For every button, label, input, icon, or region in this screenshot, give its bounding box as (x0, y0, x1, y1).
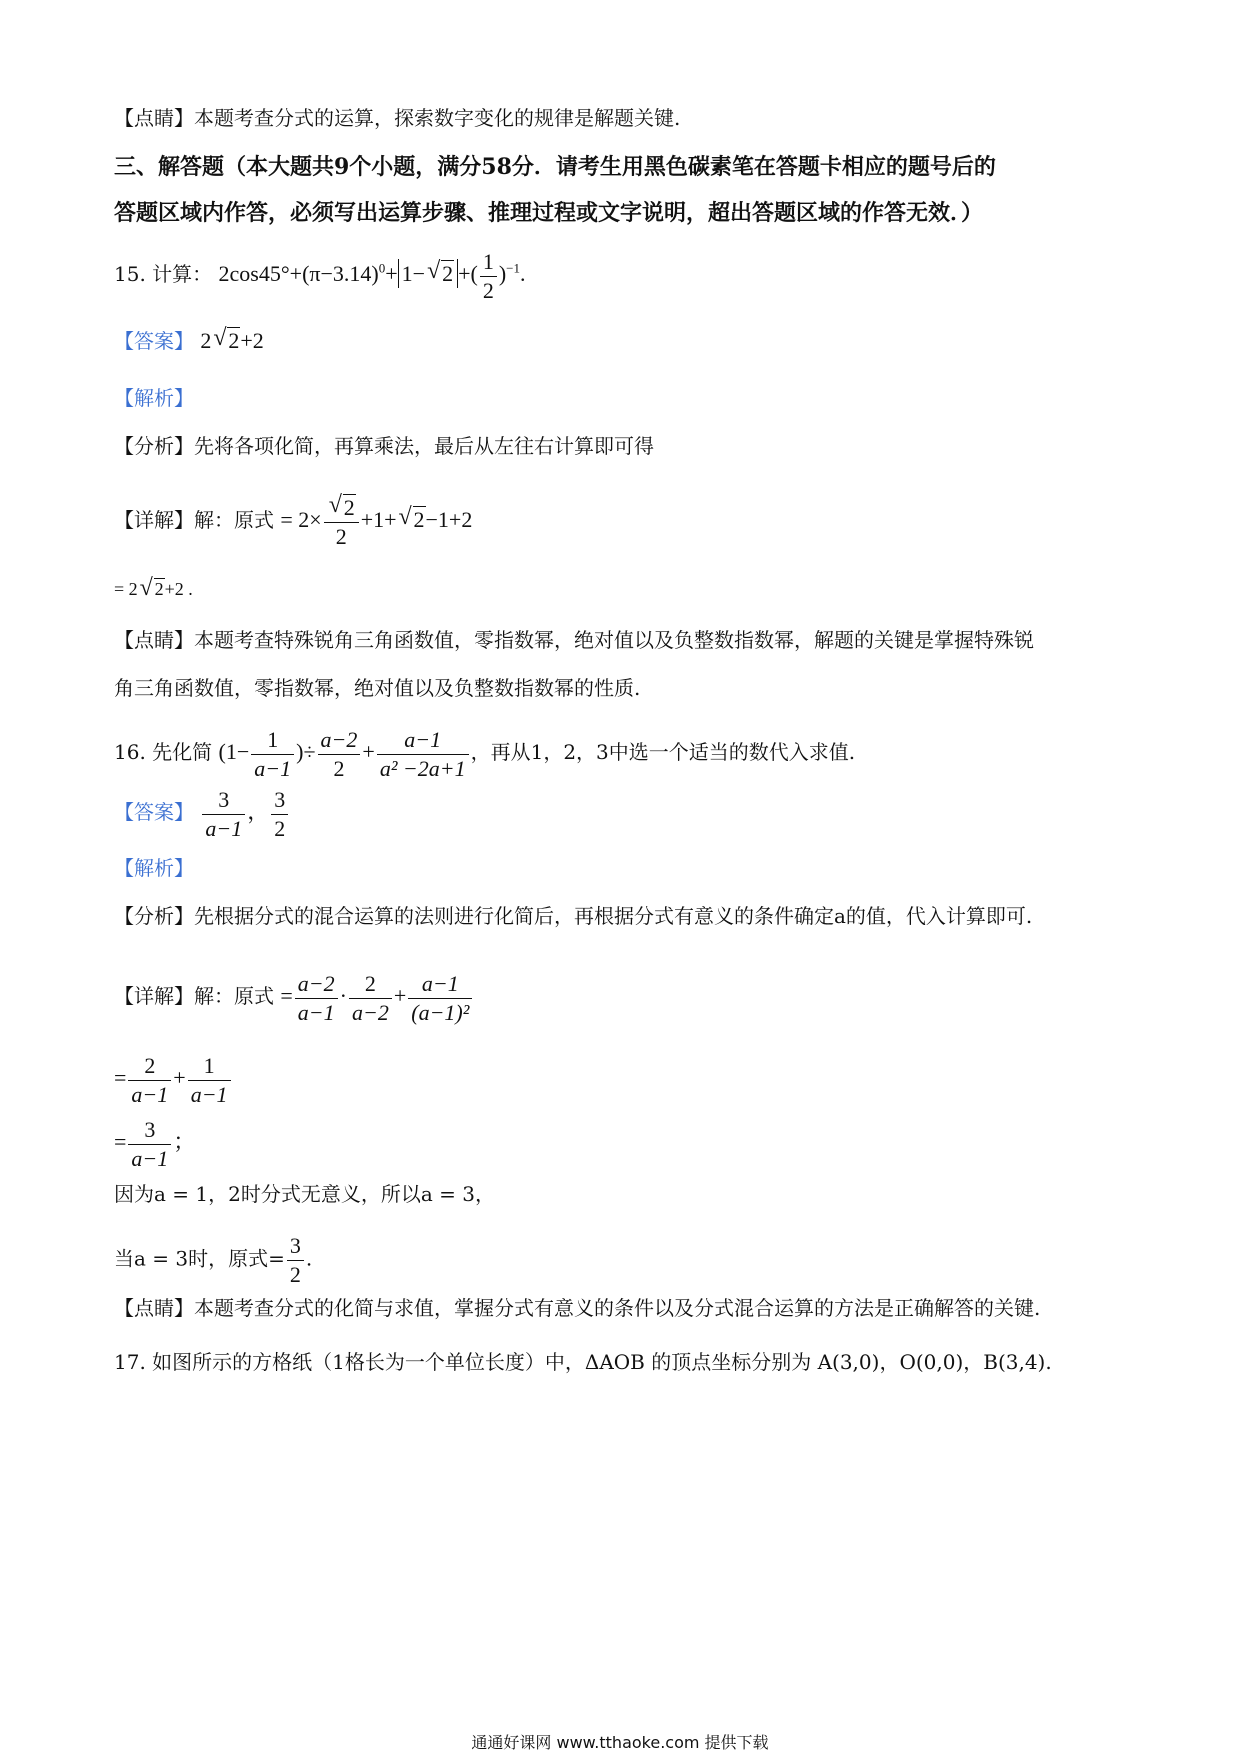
comment-tag: 【点睛】 (114, 106, 194, 130)
denominator: 2 (274, 815, 286, 841)
q16-jiexi-tag: 【解析】 (114, 856, 194, 880)
q15-comment-1 (114, 630, 1034, 650)
sqrt-radicand: 2 (228, 328, 240, 353)
expr-part: + (173, 1065, 186, 1091)
expr-part: . (305, 1246, 313, 1271)
numerator: 2 (128, 1052, 171, 1081)
fraction (188, 1052, 231, 1108)
fraction (271, 786, 288, 842)
answer-tag: 【答案】 (114, 800, 194, 825)
fraction (318, 726, 361, 782)
fraction (349, 970, 392, 1026)
q15-analysis (114, 436, 654, 456)
denominator: a−2 (351, 999, 389, 1025)
expr-part: . (519, 261, 526, 287)
q16-comment (114, 1298, 1040, 1318)
fraction (408, 970, 472, 1026)
detail-prefix: 解：原式 (194, 984, 274, 1009)
expr-part: = (114, 1129, 127, 1155)
sqrt-radicand: 2 (343, 495, 355, 520)
q16-because: 因为a = 1，2时分式无意义，所以a = 3， (114, 1182, 495, 1206)
numerator: 3 (202, 786, 245, 815)
analysis-tag: 【分析】 (114, 434, 194, 458)
expr-part: +( (458, 261, 478, 287)
analysis-text: 先将各项化简，再算乘法，最后从左往右计算即可得 (194, 434, 654, 458)
page-footer: 通通好课网 www.tthaoke.com 提供下载 (471, 1733, 769, 1752)
q16-answer (114, 786, 290, 842)
exponent: 0 (378, 260, 386, 276)
fraction (324, 494, 359, 550)
denominator: 2 (482, 277, 494, 303)
numerator: 3 (271, 786, 288, 815)
comment-tag: 【点睛】 (114, 628, 194, 652)
expr-part: + (393, 983, 407, 1009)
numerator (324, 494, 359, 523)
fraction (295, 970, 338, 1026)
q16-number: 16. 先化简 (114, 740, 213, 765)
detail-tag: 【详解】 (114, 984, 194, 1009)
top-comment (114, 108, 680, 128)
detail-tag: 【详解】 (114, 508, 194, 533)
numerator: 1 (480, 248, 497, 277)
question-17: 17. 如图所示的方格纸（1格长为一个单位长度）中，ΔAOB 的顶点坐标分别为 A(3,0)，O(0,0)，B(3,4). (114, 1350, 1052, 1374)
sqrt-radicand: 2 (413, 507, 425, 533)
numerator: a−2 (318, 726, 361, 755)
denominator: 2 (333, 755, 345, 781)
comment-text: 本题考查分式的化简与求值，掌握分式有意义的条件以及分式混合运算的方法是正确解答的关键. (194, 1296, 1041, 1320)
expr-part: 2cos45°+(π−3.14) (218, 261, 379, 287)
question-15 (114, 248, 525, 304)
fraction (128, 1116, 171, 1172)
expr-part: 当a = 3时，原式= (114, 1246, 285, 1271)
denominator: 2 (335, 523, 347, 549)
q16-expression (218, 727, 471, 781)
numerator: 3 (128, 1116, 171, 1145)
numerator: a−1 (408, 970, 472, 999)
question-16 (114, 726, 855, 782)
analysis-text: 先根据分式的混合运算的法则进行化简后，再根据分式有意义的条件确定a的值，代入计算即可. (194, 904, 1033, 928)
expr-part: ； (173, 1129, 196, 1155)
answer-tag: 【答案】 (114, 329, 194, 353)
expr-part: = (280, 983, 293, 1009)
answer-expression (200, 328, 263, 353)
detail-prefix: 解：原式 (194, 508, 274, 533)
expr-part: · (339, 983, 347, 1009)
section-heading-line-1: 三、解答题（本大题共9个小题，满分58分．请考生用黑色碳素笔在答题卡相应的题号后的 (114, 154, 996, 180)
fraction (202, 786, 245, 842)
denominator: 2 (289, 1261, 301, 1287)
detail-step-1 (280, 971, 474, 1025)
fraction (480, 248, 497, 304)
expr-part: ) (498, 261, 507, 287)
numerator: a−2 (295, 970, 338, 999)
comment-text: 本题考查分式的运算，探索数字变化的规律是解题关键. (194, 106, 681, 130)
denominator: a−1 (131, 1145, 169, 1171)
q16-rest: ，再从1，2，3中选一个适当的数代入求值. (470, 740, 856, 765)
absolute-value (398, 259, 458, 288)
numerator: 1 (251, 726, 294, 755)
fraction (128, 1052, 171, 1108)
q15-comment-2: 角三角函数值，零指数幂，绝对值以及负整数指数幂的性质. (114, 676, 641, 700)
expr-part: +2 (240, 328, 264, 353)
comment-text: 本题考查特殊锐角三角函数值，零指数幂，绝对值以及负整数指数幂，解题的关键是掌握特殊锐 (194, 628, 1034, 652)
expr-part: (1− (218, 739, 250, 765)
denominator: (a−1)² (411, 999, 470, 1025)
expr-part: = 2× (280, 507, 322, 533)
q15-step-2 (114, 580, 193, 598)
expr-part: +1+ (360, 507, 397, 533)
numerator: 3 (287, 1232, 304, 1261)
fraction (251, 726, 294, 782)
sqrt-radicand: 2 (442, 261, 454, 287)
q16-step-2 (114, 1052, 233, 1108)
q16-analysis (114, 906, 1032, 926)
expr-part: −1+2 (425, 507, 473, 533)
expr-part: 1− (401, 261, 426, 287)
denominator: a² −2a+1 (379, 755, 466, 781)
q15-number: 15. 计算： (114, 262, 213, 287)
fraction (377, 726, 469, 782)
expr-part: = (114, 1065, 127, 1091)
analysis-tag: 【分析】 (114, 904, 194, 928)
expr-part: 2 (200, 328, 212, 353)
expr-part: + (362, 739, 375, 765)
numerator: a−1 (377, 726, 469, 755)
exponent: −1 (506, 260, 520, 276)
sqrt-radicand: 2 (154, 579, 164, 599)
q15-detail (114, 494, 472, 550)
expr-part: = 2 (114, 579, 138, 599)
denominator: a−1 (131, 1081, 169, 1107)
answer-expression (200, 787, 290, 841)
denominator: a−1 (297, 999, 335, 1025)
fraction (287, 1232, 304, 1288)
q15-expression (218, 249, 526, 303)
separator: ， (247, 799, 270, 825)
q15-jiexi-tag: 【解析】 (114, 386, 194, 410)
denominator: a−1 (205, 815, 243, 841)
expr-part: )÷ (296, 739, 316, 765)
sqrt (329, 494, 356, 522)
q15-answer (114, 330, 264, 352)
numerator: 2 (349, 970, 392, 999)
sqrt (140, 580, 165, 598)
q16-detail (114, 970, 474, 1026)
denominator: a−1 (190, 1081, 228, 1107)
expr-part: + (385, 261, 398, 287)
sqrt (399, 509, 426, 531)
sqrt (213, 330, 240, 352)
detail-step-1 (280, 495, 473, 549)
q16-step-3 (114, 1116, 195, 1172)
sqrt (427, 263, 454, 285)
denominator: a−1 (254, 755, 292, 781)
q16-when (114, 1232, 312, 1288)
numerator: 1 (188, 1052, 231, 1081)
comment-tag: 【点睛】 (114, 1296, 194, 1320)
expr-part: +2 . (164, 579, 193, 599)
section-heading-line-2: 答题区域内作答，必须写出运算步骤、推理过程或文字说明，超出答题区域的作答无效．） (114, 200, 984, 226)
